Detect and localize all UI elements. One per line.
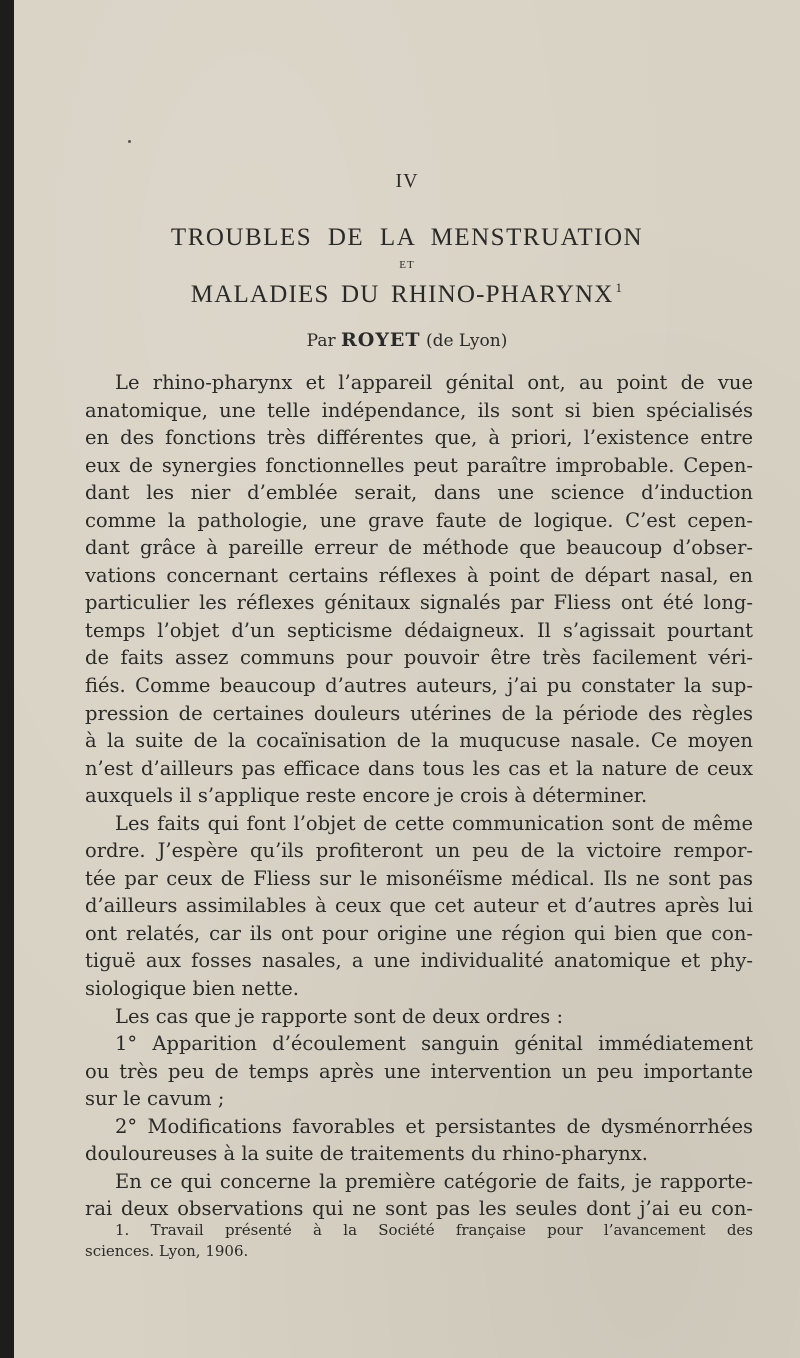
body-line: dant grâce à pareille erreur de méthode que beaucoup d’obser-: [85, 536, 753, 560]
body-line: sur le cavum ;: [85, 1087, 225, 1111]
body-line: pression de certaines douleurs utérines de la période des règles: [85, 701, 753, 725]
body-line: à la suite de la cocaïnisation de la muqucuse nasale. Ce moyen: [85, 729, 753, 753]
body-line: d’ailleurs assimilables à ceux que cet auteur et d’autres après lui: [85, 894, 753, 918]
body-line: Le rhino-pharynx et l’appareil génital ont, au point de vue: [115, 371, 753, 394]
body-line: en des fonctions très différentes que, à priori, l’existence entre: [85, 426, 753, 450]
body-line: temps l’objet d’un septicisme dédaigneux. Il s’agissait pourtant: [85, 618, 753, 642]
body-line: anatomique, une telle indépendance, ils sont si bien spécialisés: [85, 398, 753, 422]
byline: [14, 329, 800, 351]
author-name: ROYET: [341, 329, 421, 351]
chapter-number: IV: [395, 170, 419, 192]
body-line: vations concernant certains réflexes à point de départ nasal, en: [85, 563, 753, 587]
body-line: de faits assez communs pour pouvoir être très facilement véri-: [85, 646, 753, 670]
footnote: [85, 1220, 753, 1262]
footnote-line: sciences. Lyon, 1906.: [85, 1242, 249, 1260]
body-line: fiés. Comme beaucoup d’autres auteurs, j’ai pu constater la sup-: [85, 674, 753, 698]
byline-prefix: Par: [306, 331, 336, 351]
body-line: particulier les réflexes génitaux signalés par Fliess ont été long-: [85, 591, 753, 615]
title-line-2-text: MALADIES DU RHINO-PHARYNX: [190, 281, 614, 308]
title-conjunction: ET: [399, 259, 415, 271]
body-line: n’est d’ailleurs pas efficace dans tous les cas et la nature de ceux: [85, 756, 753, 780]
body-line: auxquels il s’applique reste encore je crois à déterminer.: [85, 784, 648, 808]
body-line: ont relatés, car ils ont pour origine une région qui bien que con-: [85, 921, 753, 945]
footnote-marker: 1: [615, 280, 624, 295]
title-line-1: TROUBLES DE LA MENSTRUATION: [170, 224, 644, 251]
body-line: siologique bien nette.: [85, 977, 299, 1001]
body-line: tiguë aux fosses nasales, a une individualité anatomique et phy-: [85, 949, 753, 973]
body-line: douloureuses à la suite de traitements du rhino-pharynx.: [85, 1142, 649, 1166]
body-line: Les faits qui font l’objet de cette communication sont de même: [115, 811, 753, 835]
author-affiliation: (de Lyon): [425, 331, 508, 351]
document-page: [14, 0, 800, 1358]
footnote-line: 1. Travail présenté à la Société française pour l’avancement des: [115, 1221, 753, 1239]
body-line: En ce qui concerne la première catégorie de faits, je rapporte-: [115, 1169, 753, 1193]
body-line: 2° Modifications favorables et persistantes de dysménorrhées: [115, 1114, 753, 1138]
body-line: ou très peu de temps après une intervention un peu importante: [85, 1059, 753, 1083]
body-line: ordre. J’espère qu’ils profiteront un peu de la victoire rempor-: [85, 839, 753, 863]
body-line: 1° Apparition d’écoulement sanguin génital immédiatement: [115, 1032, 753, 1056]
body-line: Les cas que je rapporte sont de deux ordres :: [115, 1004, 564, 1028]
body-line: tée par ceux de Fliess sur le misonéïsme médical. Ils ne sont pas: [85, 866, 753, 890]
body-line: dant les nier d’emblée serait, dans une science d’induction: [85, 481, 753, 505]
body-line: eux de synergies fonctionnelles peut paraître improbable. Cepen-: [85, 453, 753, 477]
body-line: comme la pathologie, une grave faute de logique. C’est cepen-: [85, 508, 753, 532]
article-body: [85, 369, 753, 1223]
title-line-2: [14, 280, 800, 309]
ink-speck: [128, 140, 131, 143]
body-line: rai deux observations qui ne sont pas les seules dont j’ai eu con-: [85, 1197, 753, 1221]
